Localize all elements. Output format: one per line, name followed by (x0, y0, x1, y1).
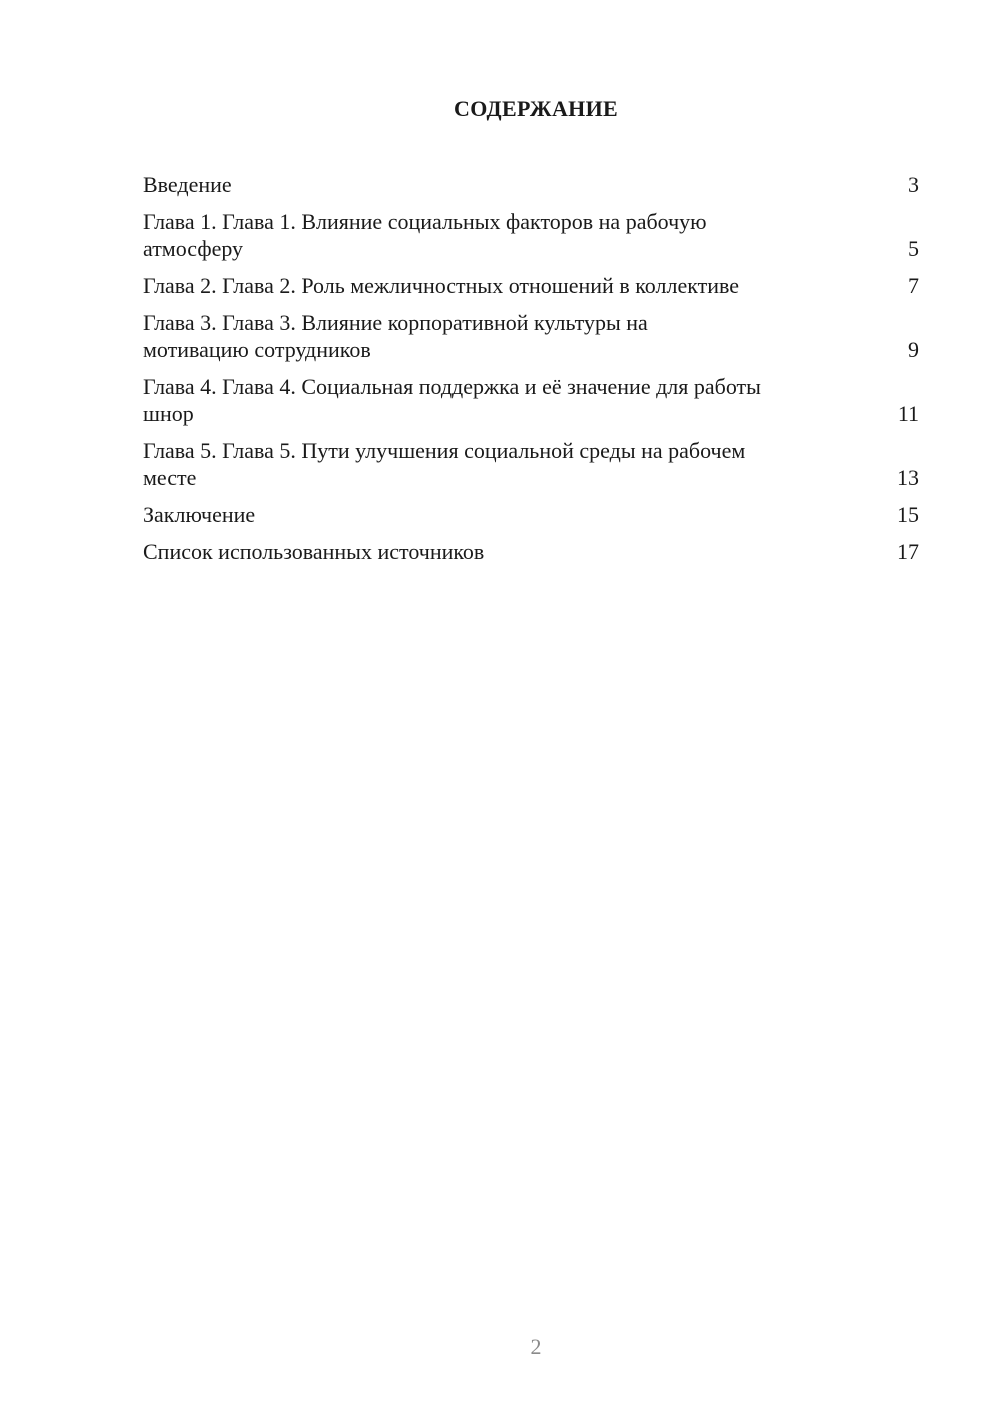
toc-entry-conclusion (143, 501, 919, 528)
toc-entry-chapter-5 (143, 437, 919, 491)
toc-entry-page: 17 (897, 539, 919, 564)
page-number: 2 (530, 1334, 542, 1359)
toc-entry-chapter-1 (143, 208, 919, 262)
toc-entry-page: 9 (908, 337, 919, 362)
toc-entry-chapter-3 (143, 309, 919, 363)
toc-entry-text: Введение (143, 172, 232, 197)
toc-entry-page: 5 (908, 236, 919, 261)
toc-entry-text: Глава 3. Глава 3. Влияние корпоративной культуры на мотивацию сотрудников (143, 310, 648, 362)
toc-entry-page: 13 (897, 465, 919, 490)
toc-entry-text: Заключение (143, 502, 256, 527)
toc-entry-page: 3 (908, 172, 919, 197)
toc-entry-references (143, 538, 919, 565)
toc-entry-page: 7 (908, 273, 919, 298)
table-of-contents (143, 171, 919, 575)
toc-entry-text: Глава 5. Глава 5. Пути улучшения социальной среды на рабочем месте (143, 438, 746, 490)
toc-entry-chapter-2 (143, 272, 919, 299)
toc-entry-text: Глава 2. Глава 2. Роль межличностных отношений в коллективе (143, 273, 740, 298)
toc-entry-chapter-4 (143, 373, 919, 427)
toc-entry-text: Список использованных источников (143, 539, 485, 564)
toc-entry-text: Глава 1. Глава 1. Влияние социальных факторов на рабочую атмосферу (143, 209, 707, 261)
toc-entry-text: Глава 4. Глава 4. Социальная поддержка и её значение для работы шнор (143, 374, 761, 426)
toc-title: СОДЕРЖАНИЕ (454, 96, 618, 121)
toc-entry-page: 15 (897, 502, 919, 527)
toc-entry-page: 11 (897, 401, 919, 426)
toc-entry-introduction (143, 171, 919, 198)
